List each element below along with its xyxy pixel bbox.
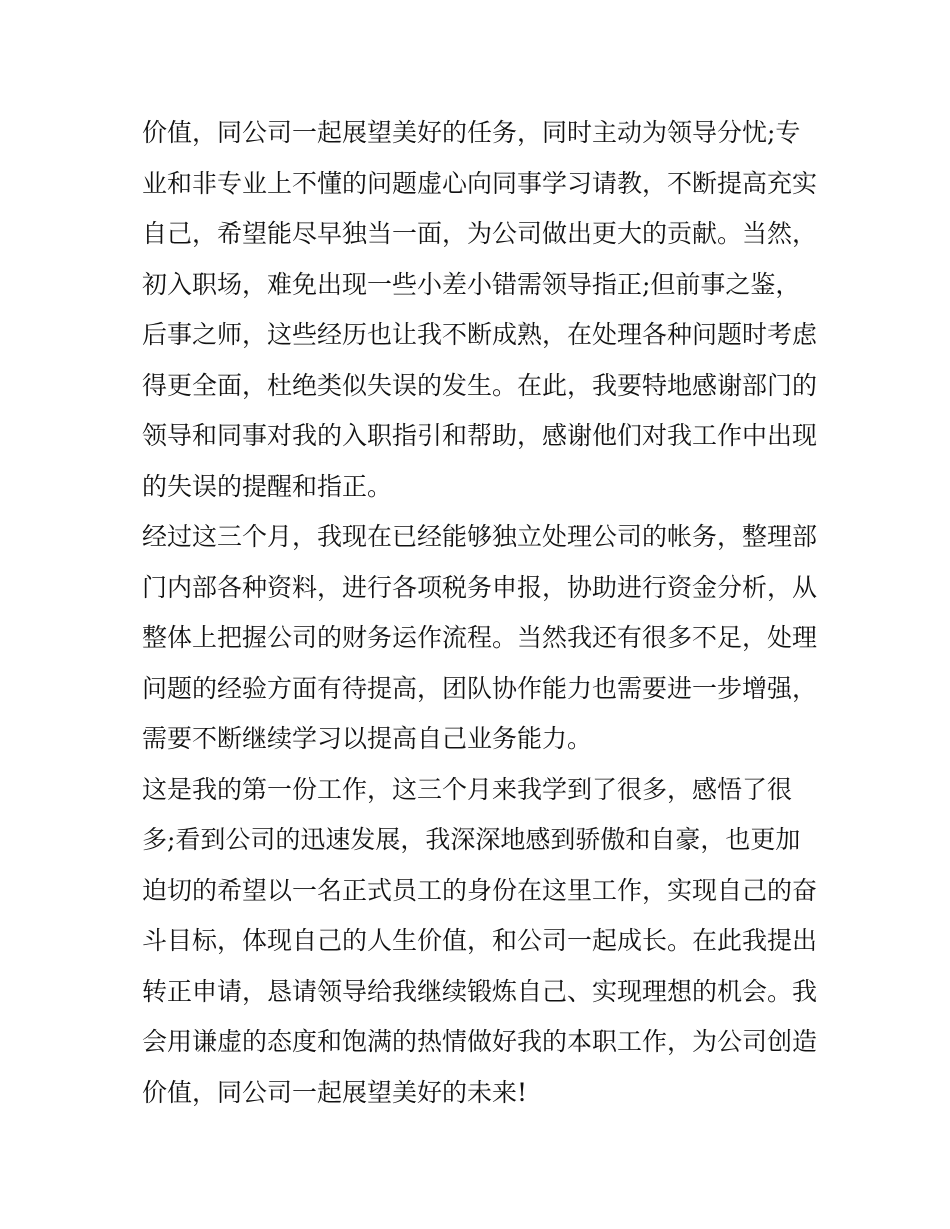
text-line: 价值，同公司一起展望美好的未来!	[142, 1077, 528, 1107]
text-line: 价值，同公司一起展望美好的任务，同时主动为领导分忧;专	[142, 118, 801, 147]
text-line: 后事之师，这些经历也让我不断成熟，在处理各种问题时考虑	[142, 320, 818, 349]
text-line: 经过这三个月，我现在已经能够独立处理公司的帐务，整理部	[142, 522, 818, 551]
text-line: 会用谦虚的态度和饱满的热情做好我的本职工作，为公司创造	[142, 1027, 818, 1056]
text-line: 领导和同事对我的入职指引和帮助，感谢他们对我工作中出现	[142, 421, 818, 450]
text-line: 得更全面，杜绝类似失误的发生。在此，我要特地感谢部门的	[142, 370, 818, 400]
text-line: 自己，希望能尽早独当一面，为公司做出更大的贡献。当然，	[142, 219, 818, 248]
text-line: 转正申请，恳请领导给我继续锻炼自己、实现理想的机会。我	[142, 976, 818, 1006]
text-line: 需要不断继续学习以提高自己业务能力。	[142, 724, 593, 753]
text-line: 业和非专业上不懂的问题虚心向同事学习请教，不断提高充实	[142, 168, 818, 198]
text-line: 的失误的提醒和指正。	[142, 471, 393, 501]
document-body	[142, 108, 822, 1118]
text-line: 这是我的第一份工作，这三个月来我学到了很多，感悟了很	[142, 774, 793, 804]
text-line: 初入职场，难免出现一些小差小错需领导指正;但前事之鉴，	[142, 269, 801, 299]
text-line: 问题的经验方面有待提高，团队协作能力也需要进一步增强，	[142, 673, 818, 703]
text-line: 斗目标，体现自己的人生价值，和公司一起成长。在此我提出	[142, 926, 818, 955]
text-line: 多;看到公司的迅速发展，我深深地感到骄傲和自豪，也更加	[142, 825, 801, 854]
text-line: 门内部各种资料，进行各项税务申报，协助进行资金分析，从	[142, 572, 818, 602]
text-line: 整体上把握公司的财务运作流程。当然我还有很多不足，处理	[142, 623, 818, 652]
text-line: 迫切的希望以一名正式员工的身份在这里工作，实现自己的奋	[142, 875, 818, 905]
